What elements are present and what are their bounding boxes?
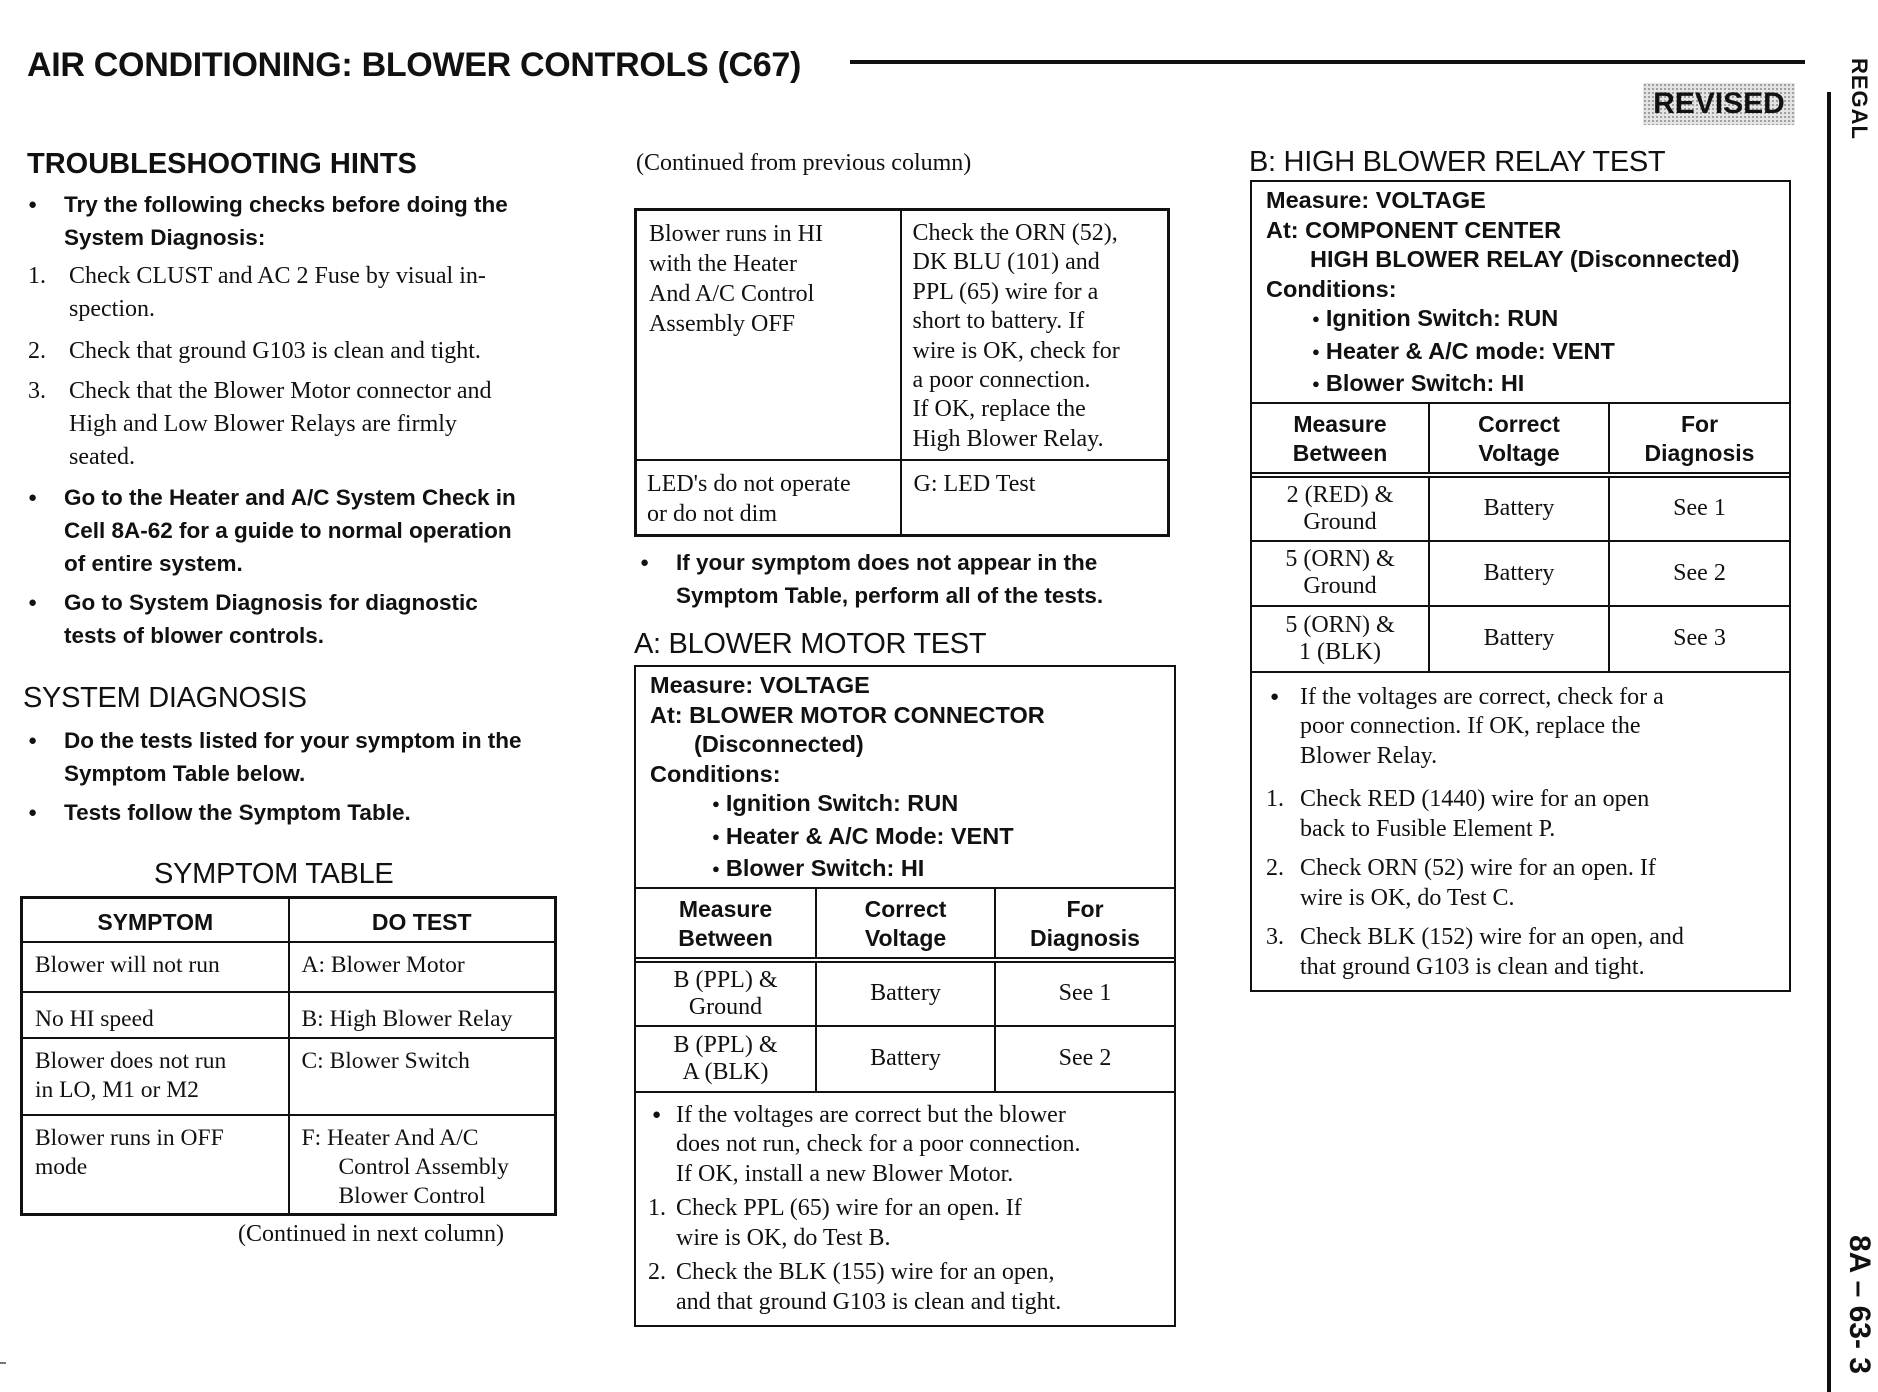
table-row	[22, 1115, 556, 1215]
text-line: Diagnosis	[1644, 439, 1755, 466]
text-line: B (PPL) &	[673, 1031, 778, 1058]
text-line: Measure	[678, 895, 773, 922]
text-line: that ground G103 is clean and tight.	[1300, 953, 1645, 980]
between-cell	[1252, 475, 1429, 541]
text-line: ● If your symptom does not appear in the	[676, 550, 1098, 575]
text-line: Blower does not run	[35, 1047, 227, 1074]
table-row	[22, 942, 556, 992]
text-line: wire is OK, do Test C.	[1300, 884, 1515, 911]
test-b-step-3	[1266, 923, 1777, 982]
text-line: Cell 8A-62 for a guide to normal operation	[64, 518, 512, 543]
for-diagnosis-header	[1609, 403, 1789, 475]
text-line: ● Go to System Diagnosis for diagnostic	[64, 590, 478, 615]
troubleshooting-step-1	[28, 260, 568, 326]
test-b-notes	[1252, 671, 1789, 991]
test-b-heading: B: HIGH BLOWER RELAY TEST	[1249, 146, 1666, 178]
text-line: And A/C Control	[649, 281, 815, 307]
text-line: Assembly OFF	[649, 311, 796, 337]
system-diagnosis-bullet-2	[24, 796, 564, 829]
text-line: A (BLK)	[682, 1058, 769, 1085]
test-b-step-2	[1266, 854, 1777, 913]
page-title: AIR CONDITIONING: BLOWER CONTROLS (C67)	[27, 46, 802, 84]
symptom-cell	[636, 210, 901, 460]
troubleshooting-step-3	[28, 375, 568, 474]
step-number: 3.	[1266, 924, 1284, 950]
text-line: with the Heater	[649, 251, 797, 277]
text-line: Check that the Blower Motor connector and	[69, 378, 492, 404]
condition-item: ● Ignition Switch: RUN	[1266, 304, 1775, 337]
voltage-cell: Battery	[816, 960, 995, 1026]
text-line: ● Try the following checks before doing the	[64, 192, 508, 217]
text-line: spection.	[69, 296, 155, 322]
text-line: Voltage	[1478, 439, 1560, 466]
text-line: 1 (BLK)	[1299, 638, 1381, 665]
condition-item: ● Blower Switch: HI	[1266, 369, 1775, 402]
text-line: If OK, install a new Blower Motor.	[676, 1160, 1014, 1187]
text-line: Check PPL (65) wire for an open. If	[676, 1195, 1022, 1221]
text-line: 5 (ORN) &	[1285, 611, 1395, 638]
table-row	[636, 960, 1174, 1026]
correct-voltage-header	[816, 888, 995, 960]
voltage-cell: Battery	[1429, 541, 1609, 606]
table-row	[1252, 606, 1789, 671]
at-line: At: COMPONENT CENTER	[1266, 216, 1562, 243]
text-line: and that ground G103 is clean and tight.	[676, 1288, 1062, 1315]
voltage-cell: Battery	[816, 1026, 995, 1091]
text-line: in LO, M1 or M2	[35, 1076, 199, 1103]
text-line: 2 (RED) &	[1286, 481, 1394, 508]
symptom-table-continued	[634, 208, 1170, 537]
text-line: Blower Control	[338, 1182, 486, 1209]
test-a-table	[636, 887, 1174, 1091]
text-line: Ground	[1303, 573, 1377, 599]
continued-from-previous: (Continued from previous column)	[636, 150, 972, 176]
text-line: Blower runs in HI	[649, 221, 823, 247]
diagnosis-cell: See 1	[995, 960, 1174, 1026]
symptom-table	[20, 896, 557, 1216]
test-a-notes	[636, 1091, 1174, 1326]
text-line: wire is OK, check for	[912, 337, 1120, 364]
between-cell	[636, 960, 816, 1026]
table-row	[22, 1038, 556, 1115]
symptom-table-heading: SYMPTOM TABLE	[154, 858, 394, 890]
table-row	[1252, 541, 1789, 606]
text-line: back to Fusible Element P.	[1300, 815, 1556, 842]
for-diagnosis-header	[995, 888, 1174, 960]
troubleshooting-bullet-1	[24, 188, 564, 254]
text-line: ● Go to the Heater and A/C System Check in	[64, 485, 516, 510]
test-a-step-2	[648, 1258, 1162, 1317]
text-line: Check the ORN (52),	[912, 220, 1118, 246]
text-line: Ground	[1303, 508, 1377, 535]
test-a-heading: A: BLOWER MOTOR TEST	[634, 628, 987, 660]
measure-line: Measure: VOLTAGE	[650, 672, 870, 698]
test-cell	[901, 210, 1169, 460]
text-line: High Blower Relay.	[912, 425, 1104, 452]
text-line: Check ORN (52) wire for an open. If	[1300, 855, 1656, 881]
text-line: Blower runs in OFF	[35, 1124, 224, 1151]
text-line: ● If the voltages are correct but the blower	[676, 1101, 1066, 1128]
test-b-note	[1266, 683, 1777, 772]
diagnosis-cell: See 2	[1609, 541, 1789, 606]
diagnosis-cell: See 1	[1609, 475, 1789, 541]
text-line: 5 (ORN) &	[1285, 546, 1395, 572]
between-cell	[1252, 541, 1429, 606]
test-cell	[901, 460, 1169, 536]
symptom-cell	[636, 460, 901, 536]
text-line: F: Heater And A/C	[301, 1124, 479, 1151]
condition-item: ● Blower Switch: HI	[650, 854, 1160, 887]
test-b-table	[1252, 402, 1789, 671]
conditions-label: Conditions:	[650, 760, 781, 787]
text-line: Correct	[864, 895, 947, 922]
conditions-label: Conditions:	[1266, 275, 1397, 302]
text-line: poor connection. If OK, replace the	[1300, 713, 1641, 739]
text-line: Check the BLK (155) wire for an open,	[676, 1259, 1055, 1285]
text-line: Control Assembly	[338, 1153, 509, 1180]
table-row	[22, 992, 556, 1038]
table-row	[636, 1026, 1174, 1091]
text-line: System Diagnosis:	[64, 225, 266, 250]
text-line: DK BLU (101) and	[912, 249, 1100, 276]
text-line: G: LED Test	[913, 470, 1036, 497]
voltage-cell: Battery	[1429, 606, 1609, 671]
page-number-text: 8A – 63- 3	[1843, 1235, 1876, 1374]
text-line: If OK, replace the	[912, 396, 1086, 423]
text-line: A: Blower Motor	[301, 951, 465, 978]
symptom-cell	[22, 1115, 289, 1215]
title-rule	[850, 60, 1805, 64]
step-number: 2.	[28, 338, 46, 364]
at-line: At: BLOWER MOTOR CONNECTOR	[650, 701, 1045, 728]
text-line: B: High Blower Relay	[301, 1005, 513, 1032]
test-cell	[289, 1038, 556, 1115]
text-line: Blower Relay.	[1300, 742, 1438, 769]
troubleshooting-bullet-2	[24, 481, 564, 580]
test-b-box	[1250, 180, 1791, 992]
table-row	[636, 460, 1169, 536]
symptom-cell	[22, 942, 289, 992]
troubleshooting-heading: TROUBLESHOOTING HINTS	[27, 148, 417, 180]
step-number: 2.	[648, 1259, 666, 1285]
test-cell	[289, 1115, 556, 1215]
test-a-note	[648, 1101, 1162, 1190]
step-number: 1.	[28, 263, 46, 289]
text-line: Diagnosis	[1030, 924, 1140, 951]
text-line: Between	[678, 924, 773, 951]
at-line-2: (Disconnected)	[694, 731, 864, 757]
text-line: seated.	[69, 444, 135, 470]
revised-stamp: REVISED	[1643, 83, 1795, 125]
troubleshooting-bullet-3	[24, 586, 564, 652]
text-line: Symptom Table, perform all of the tests.	[676, 583, 1104, 608]
text-line: Symptom Table below.	[64, 761, 306, 786]
scan-mark	[0, 1362, 6, 1364]
step-number: 2.	[1266, 855, 1284, 881]
condition-item: ● Ignition Switch: RUN	[650, 789, 1160, 822]
text-line: Between	[1292, 439, 1388, 466]
text-line: of entire system.	[64, 551, 243, 576]
do-test-column-header: DO TEST	[289, 898, 556, 942]
voltage-cell: Battery	[1429, 475, 1609, 541]
text-line: Check RED (1440) wire for an open	[1300, 786, 1650, 812]
correct-voltage-header	[1429, 403, 1609, 475]
step-number: 1.	[1266, 786, 1284, 812]
text-line: For	[1680, 410, 1719, 437]
measure-line: Measure: VOLTAGE	[1266, 187, 1486, 213]
text-line: ● If the voltages are correct, check for a	[1300, 683, 1664, 710]
troubleshooting-step-2	[28, 335, 568, 368]
table-row	[1252, 475, 1789, 541]
symptom-not-listed-bullet	[636, 546, 1176, 612]
side-rule	[1827, 92, 1831, 1392]
side-label-text: REGAL	[1847, 58, 1872, 140]
test-a-box	[634, 665, 1176, 1327]
at-line-2: HIGH BLOWER RELAY (Disconnected)	[1310, 246, 1740, 272]
text-line: Measure	[1293, 410, 1387, 437]
text-line: High and Low Blower Relays are firmly	[69, 411, 457, 437]
symptom-column-header: SYMPTOM	[22, 898, 289, 942]
step-number: 1.	[648, 1195, 666, 1221]
test-a-step-1	[648, 1194, 1162, 1253]
page-number	[1834, 1235, 1878, 1385]
text-line: Ground	[688, 993, 763, 1020]
diagnosis-cell: See 2	[995, 1026, 1174, 1091]
test-cell	[289, 992, 556, 1038]
text-line: a poor connection.	[912, 367, 1091, 394]
measure-between-header	[636, 888, 816, 960]
text-line: Check CLUST and AC 2 Fuse by visual in-	[69, 263, 486, 289]
text-line: ● Tests follow the Symptom Table.	[64, 800, 411, 825]
text-line: No HI speed	[35, 1005, 154, 1032]
condition-item: ● Heater & A/C mode: VENT	[1266, 337, 1775, 370]
text-line: tests of blower controls.	[64, 623, 325, 648]
text-line: Check that ground G103 is clean and tight.	[69, 338, 481, 364]
test-b-step-1	[1266, 785, 1777, 844]
text-line: Check BLK (152) wire for an open, and	[1300, 924, 1684, 950]
text-line: short to battery. If	[912, 308, 1085, 335]
test-cell	[289, 942, 556, 992]
text-line: mode	[35, 1153, 88, 1180]
system-diagnosis-bullet-1	[24, 724, 564, 790]
symptom-cell	[22, 992, 289, 1038]
text-line: Correct	[1478, 410, 1560, 437]
step-number: 3.	[28, 378, 46, 404]
condition-item: ● Heater & A/C Mode: VENT	[650, 822, 1160, 855]
text-line: ● Do the tests listed for your symptom in the	[64, 728, 522, 753]
table-row	[636, 210, 1169, 460]
between-cell	[636, 1026, 816, 1091]
symptom-cell	[22, 1038, 289, 1115]
text-line: B (PPL) &	[673, 966, 778, 993]
test-b-conditions	[1252, 182, 1789, 402]
text-line: PPL (65) wire for a	[912, 278, 1099, 305]
text-line: or do not dim	[647, 500, 777, 527]
side-label	[1834, 58, 1878, 158]
continued-next-column: (Continued in next column)	[238, 1221, 504, 1247]
text-line: LED's do not operate	[647, 470, 851, 497]
text-line: For	[1066, 895, 1104, 922]
text-line: C: Blower Switch	[301, 1047, 470, 1074]
test-a-conditions	[636, 667, 1174, 887]
text-line: does not run, check for a poor connection.	[676, 1131, 1081, 1157]
between-cell	[1252, 606, 1429, 671]
text-line: Blower will not run	[35, 951, 220, 978]
text-line: Voltage	[864, 924, 947, 951]
measure-between-header	[1252, 403, 1429, 475]
text-line: wire is OK, do Test B.	[676, 1224, 891, 1251]
system-diagnosis-heading: SYSTEM DIAGNOSIS	[23, 682, 307, 714]
diagnosis-cell: See 3	[1609, 606, 1789, 671]
